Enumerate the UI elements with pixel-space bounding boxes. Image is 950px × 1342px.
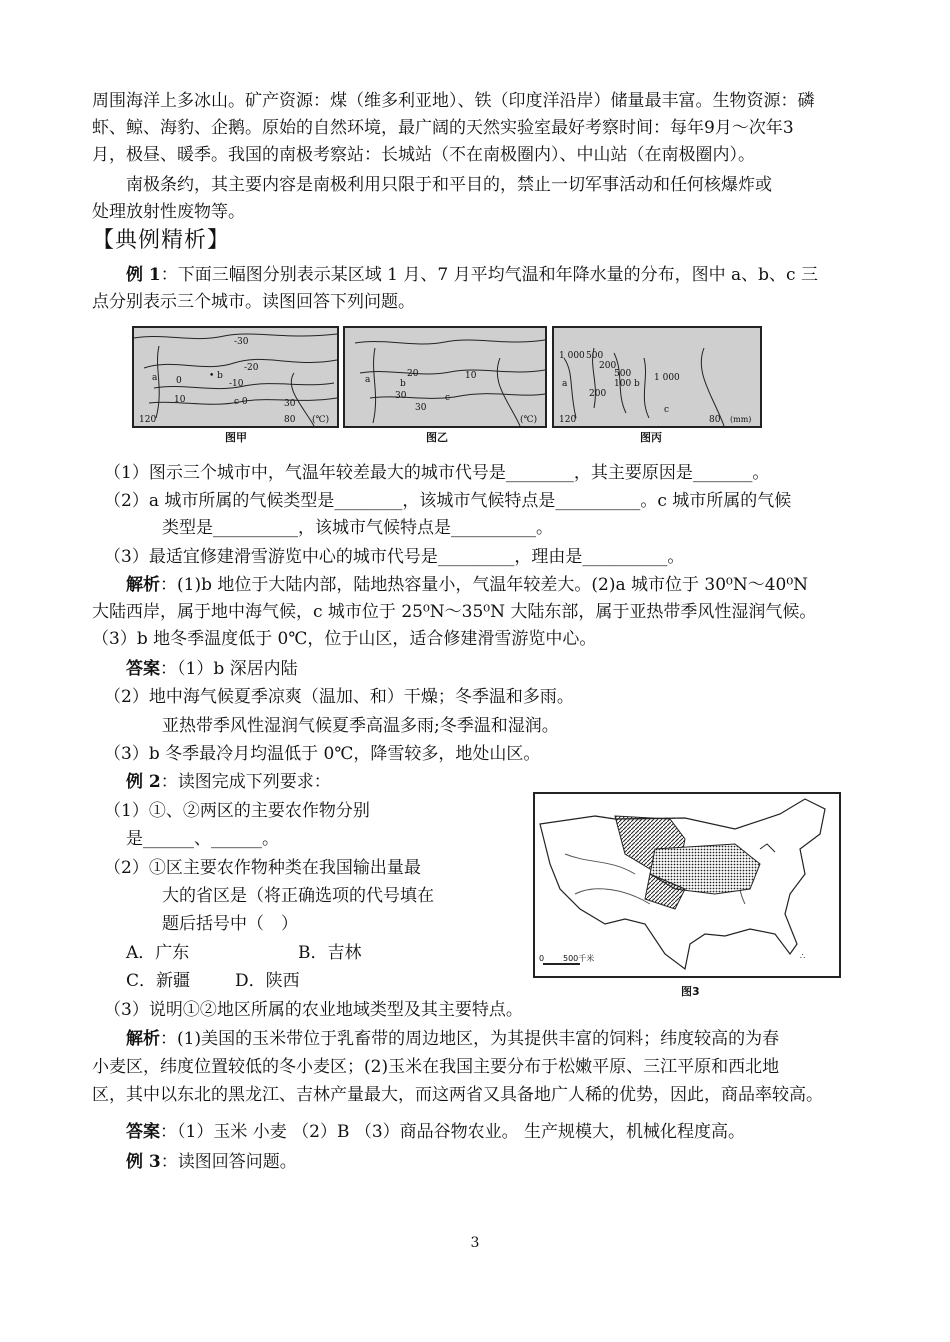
svg-text:120: 120 xyxy=(559,415,577,425)
svg-text:30: 30 xyxy=(284,399,296,409)
svg-text:c: c xyxy=(445,393,451,403)
caption-fig-jia: 图甲 xyxy=(225,431,247,444)
question-3: （3）最适宜修建滑雪游览中心的城市代号是_________，理由是__________。 xyxy=(104,547,685,567)
question-2: （2）a 城市所属的气候类型是________，该城市气候特点是__________。c 城市所属的气候 xyxy=(104,491,792,511)
caption-fig-bing: 图丙 xyxy=(640,431,662,444)
analysis-line: 解析：(1)b 地位于大陆内部，陆地热容量小，气温年较差大。(2)a 城市位于 30⁰N～40⁰N xyxy=(126,575,809,595)
map-fig-yi xyxy=(343,326,547,428)
example-2-line: 题后括号中（ ） xyxy=(162,914,298,934)
map-fig-bing xyxy=(552,326,762,428)
example-2-line: 大的省区是（将正确选项的代号填在 xyxy=(162,886,434,906)
svg-text:-20: -20 xyxy=(244,363,259,373)
svg-text:c: c xyxy=(664,405,670,415)
para-line: 虾、鲸、海豹、企鹅。原始的自然环境，最广阔的天然实验室最好考察时间：每年9月～次年3 xyxy=(92,118,794,138)
analysis-line: 区，其中以东北的黑龙江、吉林产量最大，而这两省又具备地广人稀的优势，因此，商品率较高。 xyxy=(92,1085,823,1105)
option-d: D．陕西 xyxy=(235,971,300,991)
question-1: （1）图示三个城市中，气温年较差最大的城市代号是________，其主要原因是_______。 xyxy=(104,463,770,483)
option-a: A．广东 xyxy=(126,943,190,963)
svg-text:a: a xyxy=(152,373,158,383)
caption-fig-yi: 图乙 xyxy=(426,431,448,444)
para-line: 周围海洋上多冰山。矿产资源：煤（维多利亚地）、铁（印度洋沿岸）储量最丰富。生物资源：磷 xyxy=(92,91,815,111)
svg-text:200: 200 xyxy=(589,389,607,399)
svg-text:80: 80 xyxy=(709,415,721,425)
svg-text:30: 30 xyxy=(395,391,407,401)
answer-line: 答案：（1）b 深居内陆 xyxy=(126,659,298,679)
svg-text:(℃): (℃) xyxy=(312,415,330,425)
answer-line: 答案：（1）玉米 小麦 （2）B （3）商品谷物农业。 生产规模大，机械化程度高。 xyxy=(126,1122,746,1142)
example-2-line: 例 2：读图完成下列要求： xyxy=(126,772,331,792)
svg-text:1 000: 1 000 xyxy=(559,351,585,361)
svg-text:120: 120 xyxy=(139,415,157,425)
example-2-line: （1）①、②两区的主要农作物分别 xyxy=(104,801,370,821)
svg-text:(℃): (℃) xyxy=(520,415,538,425)
option-b: B．吉林 xyxy=(298,943,362,963)
option-c: C．新疆 xyxy=(126,971,191,991)
svg-text:20: 20 xyxy=(407,369,419,379)
example-1-line: 点分别表示三个城市。读图回答下列问题。 xyxy=(92,292,415,312)
svg-text:a: a xyxy=(562,379,568,389)
svg-text:(mm): (mm) xyxy=(730,415,752,424)
example-2-line: 是______、______。 xyxy=(126,829,279,849)
svg-text:1 000: 1 000 xyxy=(654,373,680,383)
svg-text:∴: ∴ xyxy=(800,952,806,961)
svg-text:10: 10 xyxy=(465,371,477,381)
example-2-line: （3）说明①②地区所属的农业地域类型及其主要特点。 xyxy=(104,1000,523,1020)
svg-text:a: a xyxy=(365,375,371,385)
page-number: 3 xyxy=(470,1235,480,1251)
answer-line: （2）地中海气候夏季凉爽（温加、和）干燥；冬季温和多雨。 xyxy=(104,687,574,707)
map-fig-3 xyxy=(533,792,841,978)
analysis-line: 大陆西岸，属于地中海气候，c 城市位于 25⁰N～35⁰N 大陆东部，属于亚热带季风性湿润气候。 xyxy=(92,602,817,622)
analysis-line: （3）b 地冬季温度低于 0℃，位于山区，适合修建滑雪游览中心。 xyxy=(92,629,597,649)
svg-text:10: 10 xyxy=(174,395,186,405)
svg-text:-10: -10 xyxy=(229,379,244,389)
para-line: 南极条约，其主要内容是南极利用只限于和平目的，禁止一切军事活动和任何核爆炸或 xyxy=(126,175,772,195)
svg-text:500: 500 xyxy=(586,351,604,361)
svg-text:c 0: c 0 xyxy=(234,397,248,407)
svg-text:200: 200 xyxy=(599,361,617,371)
svg-text:0: 0 xyxy=(539,954,545,963)
svg-text:b: b xyxy=(400,379,406,389)
answer-line: 亚热带季风性湿润气候夏季高温多雨;冬季温和湿润。 xyxy=(162,716,559,736)
map-fig-jia xyxy=(132,326,339,428)
svg-text:0: 0 xyxy=(176,376,182,386)
svg-text:-30: -30 xyxy=(234,337,249,347)
svg-text:• b: • b xyxy=(209,371,223,381)
analysis-line: 小麦区，纬度位置较低的冬小麦区；(2)玉米在我国主要分布于松嫩平原、三江平原和西北地 xyxy=(92,1057,780,1077)
example-1-line: 例 1：下面三幅图分别表示某区域 1 月、7 月平均气温和年降水量的分布，图中 a、b、c 三 xyxy=(126,265,818,285)
analysis-line: 解析：(1)美国的玉米带位于乳畜带的周边地区，为其提供丰富的饲料；纬度较高的为春 xyxy=(126,1029,780,1049)
svg-text:100 b: 100 b xyxy=(614,379,640,389)
svg-text:500: 500 xyxy=(614,369,632,379)
svg-text:80: 80 xyxy=(284,415,296,425)
answer-line: （3）b 冬季最冷月均温低于 0℃，降雪较多，地处山区。 xyxy=(104,744,541,764)
example-2-line: （2）①区主要农作物种类在我国输出量最 xyxy=(104,858,421,878)
section-heading: 【典例精析】 xyxy=(92,228,231,253)
question-2: 类型是__________，该城市气候特点是__________。 xyxy=(162,518,553,538)
svg-text:30: 30 xyxy=(415,403,427,413)
example-3-line: 例 3：读图回答问题。 xyxy=(126,1152,297,1172)
scale-label: 500千米 xyxy=(563,954,595,963)
para-line: 处理放射性废物等。 xyxy=(92,202,245,222)
para-line: 月，极昼、暖季。我国的南极考察站：长城站（不在南极圈内）、中山站（在南极圈内）。 xyxy=(92,145,755,165)
caption-fig-3: 图3 xyxy=(681,985,700,998)
